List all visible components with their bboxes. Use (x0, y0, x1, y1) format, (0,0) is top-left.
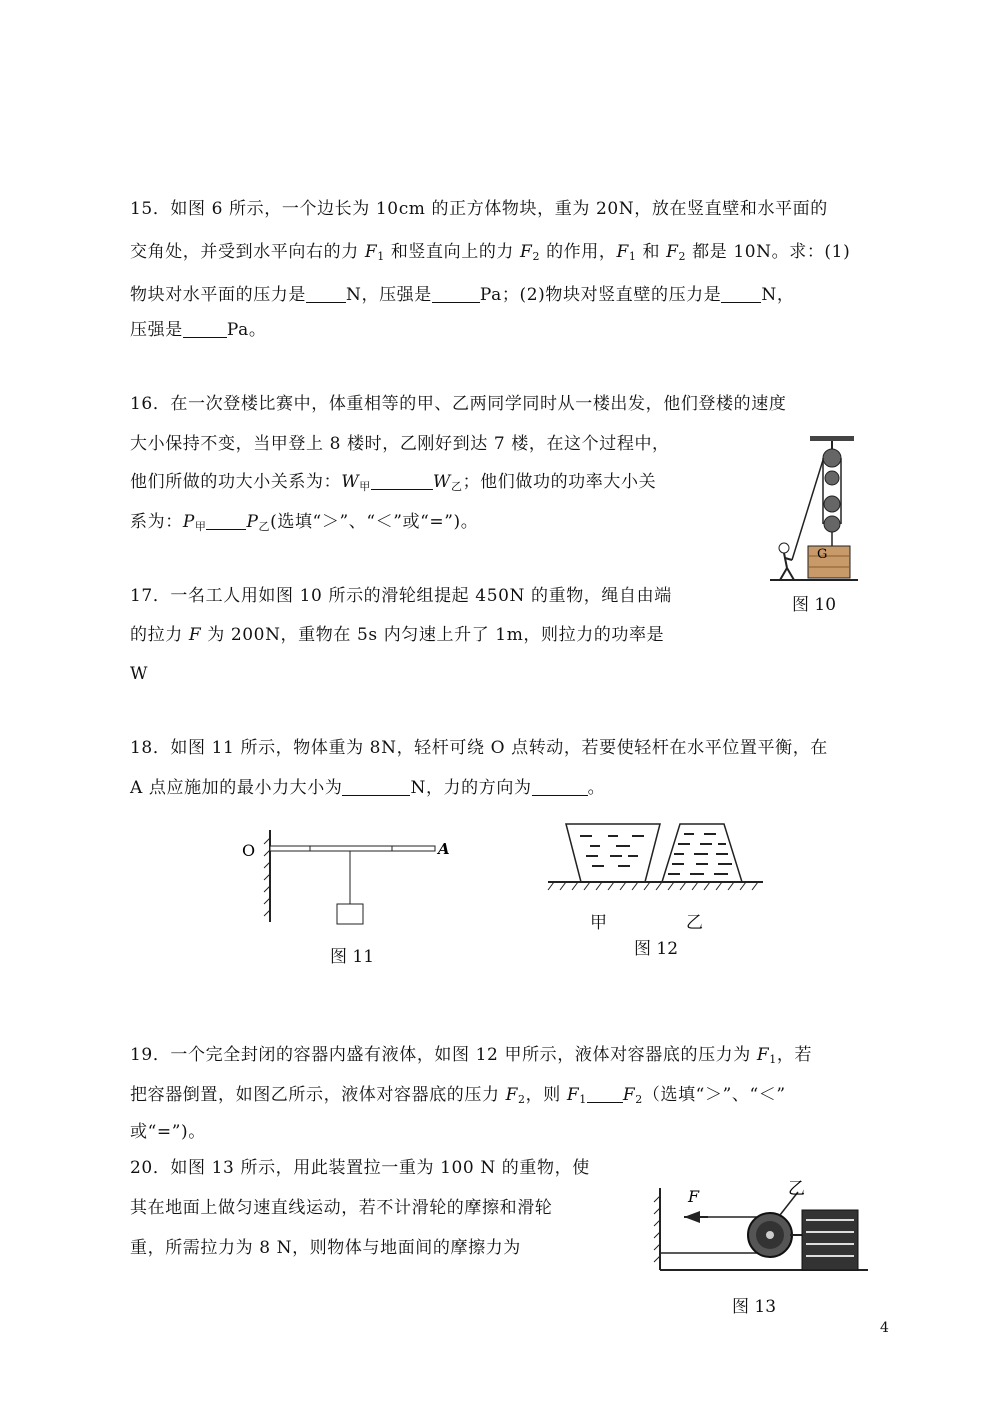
answer-blank[interactable] (183, 321, 227, 338)
page-number: 4 (880, 1320, 889, 1336)
q15-line-3: 物块对水平面的压力是 N，压强是 Pa；(2)物块对竖直壁的压力是 N， (130, 285, 795, 305)
q19-line-2: 把容器倒置，如图乙所示，液体对容器底的压力 $F_2$，则 $F_1$ $F_2$（选填“＞”、“＜” (130, 1085, 786, 1106)
figure-11-lever (240, 830, 450, 930)
movable-pulley-lower (824, 516, 840, 532)
figure-12-label-yi: 乙 (686, 913, 703, 933)
weight-block (337, 904, 363, 924)
answer-blank[interactable] (371, 473, 433, 490)
figure-10-pulley-system (770, 430, 870, 590)
load-box (808, 546, 850, 578)
figure-12-caption: 图 12 (634, 939, 679, 959)
q19-line-1: 19．一个完全封闭的容器内盛有液体，如图 12 甲所示，液体对容器底的压力为 $F_1$，若 (130, 1045, 813, 1066)
q16-line-1: 16．在一次登楼比赛中，体重相等的甲、乙两同学同时从一楼出发，他们登楼的速度 (130, 394, 787, 414)
q18-line-2: A 点应施加的最小力大小为 N，力的方向为 。 (130, 778, 606, 798)
movable-pulley-upper (824, 496, 840, 512)
figure-12-containers (548, 820, 763, 892)
container-jia (566, 824, 660, 882)
free-rope (792, 460, 823, 560)
answer-blank[interactable] (432, 286, 480, 303)
ceiling-beam (810, 436, 854, 441)
q16-line-2: 大小保持不变，当甲登上 8 楼时，乙刚好到达 7 楼，在这个过程中， (130, 434, 670, 454)
yi-label: 乙 (788, 1179, 805, 1199)
figure-13-caption: 图 13 (732, 1297, 777, 1317)
figure-13-pulley-drag (650, 1180, 872, 1280)
q17-line-3: W (130, 664, 149, 684)
g-label: G (817, 547, 828, 562)
answer-blank[interactable] (206, 513, 246, 530)
q16-line-3: 他们所做的功大小关系为：$W_甲$ $W_乙$；他们做功的功率大小关 (130, 472, 657, 493)
q15-line-1: 15．如图 6 所示，一个边长为 10cm 的正方体物块，重为 20N，放在竖直壁和水平面的 (130, 199, 828, 219)
q18-line-1: 18．如图 11 所示，物体重为 8N，轻杆可绕 O 点转动，若要使轻杆在水平位置平衡，在 (130, 738, 828, 758)
o-label: O (242, 841, 256, 860)
q19-line-3: 或“=”)。 (130, 1122, 206, 1142)
figure-10-caption: 图 10 (792, 595, 837, 615)
answer-blank[interactable] (532, 779, 588, 796)
answer-blank[interactable] (342, 779, 410, 796)
answer-blank[interactable] (587, 1086, 623, 1103)
worker-head (779, 543, 789, 553)
fixed-pulley-lower (825, 471, 839, 485)
q15-line-4: 压强是 Pa。 (130, 320, 267, 340)
figure-11-caption: 图 11 (330, 947, 375, 967)
q15-line-2: 交角处，并受到水平向右的力 $F_1$ 和竖直向上的力 $F_2$ 的作用，$F_1$ 和 $F_2$ 都是 10N。求：(1) (130, 242, 851, 263)
figure-12-label-jia: 甲 (590, 913, 607, 933)
fixed-pulley-upper (823, 449, 841, 467)
lever-rod (270, 846, 435, 851)
q16-line-4: 系为：$P_甲$ $P_乙$(选填“＞”、“＜”或“=”)。 (130, 512, 479, 533)
answer-blank[interactable] (306, 286, 346, 303)
q17-line-2: 的拉力 F 为 200N，重物在 5s 内匀速上升了 1m，则拉力的功率是 (130, 625, 665, 645)
q20-line-2: 其在地面上做匀速直线运动，若不计滑轮的摩擦和滑轮 (130, 1198, 553, 1218)
q17-line-1: 17．一名工人用如图 10 所示的滑轮组提起 450N 的重物，绳自由端 (130, 586, 672, 606)
q20-line-1: 20．如图 13 所示，用此装置拉一重为 100 N 的重物，使 (130, 1158, 590, 1178)
answer-blank[interactable] (721, 286, 761, 303)
f-label: F (688, 1187, 700, 1206)
a-label: A (438, 840, 450, 858)
q20-line-3: 重，所需拉力为 8 N，则物体与地面间的摩擦力为 (130, 1238, 521, 1258)
